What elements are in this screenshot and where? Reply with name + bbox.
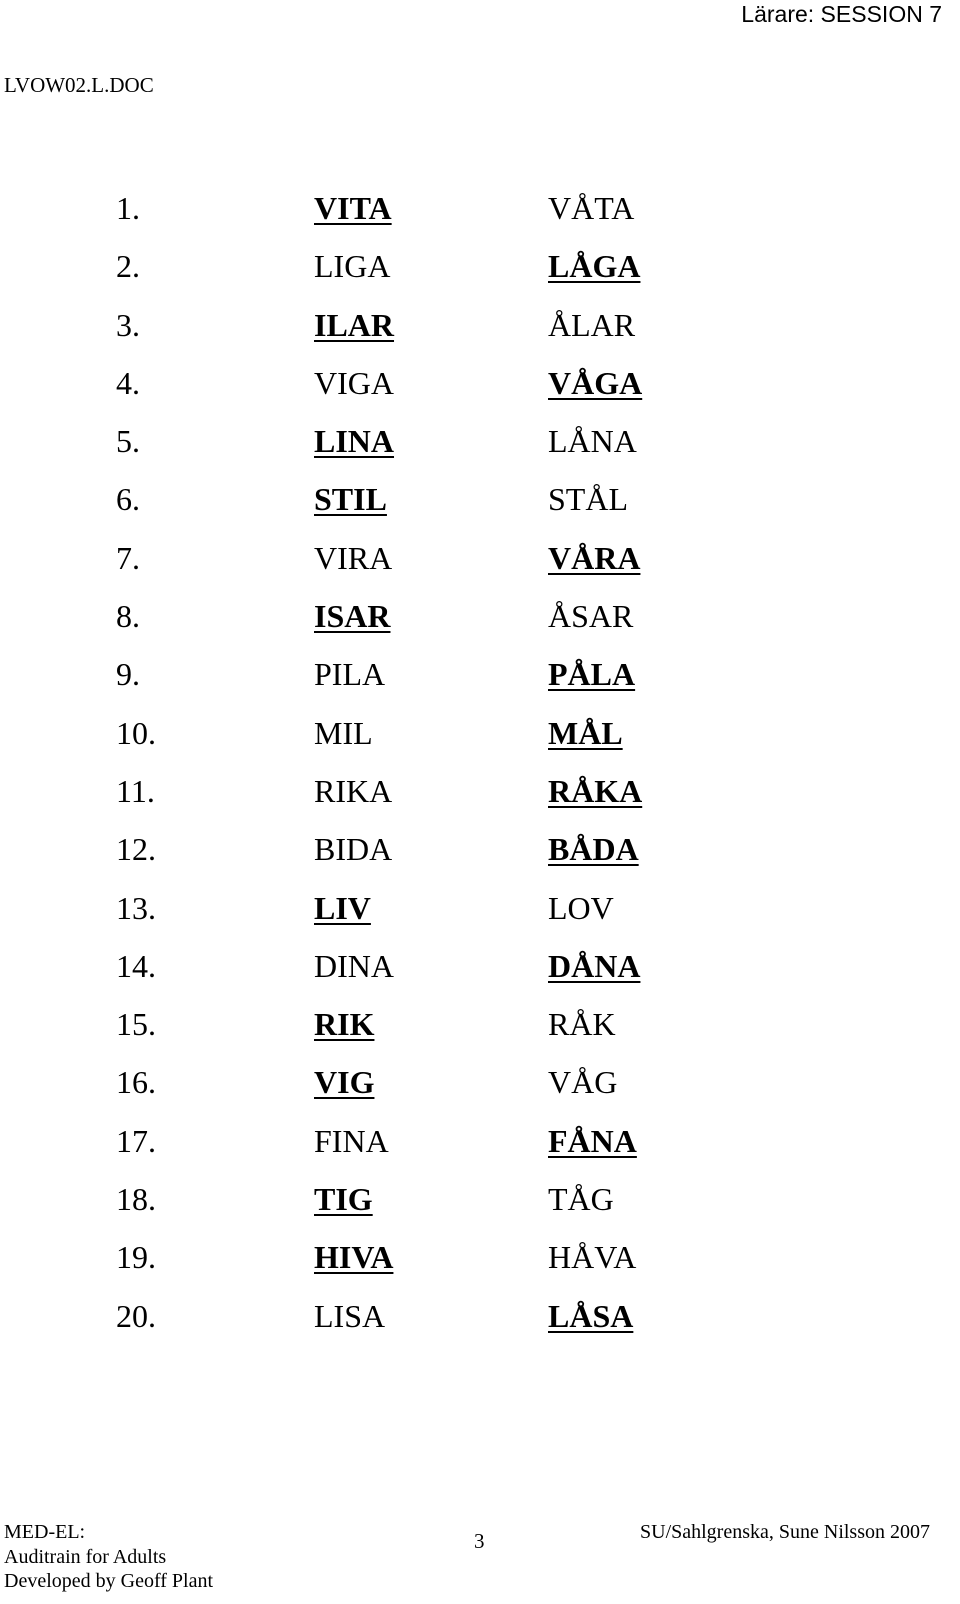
word-option-2: ÅSAR xyxy=(548,598,634,635)
item-number: 13. xyxy=(116,889,156,926)
word-pair-row xyxy=(116,1292,716,1350)
word-pair-row xyxy=(116,1000,716,1058)
word-option-1: VIRA xyxy=(314,539,393,576)
target-word: ILAR xyxy=(314,306,395,343)
target-word: BÅDA xyxy=(548,831,639,868)
page-number: 3 xyxy=(474,1529,485,1553)
footer-institution: SU/Sahlgrenska, Sune Nilsson 2007 xyxy=(640,1521,930,1543)
item-number: 4. xyxy=(116,364,140,401)
item-number: 8. xyxy=(116,598,140,635)
word-pair-row xyxy=(116,184,716,242)
word-pair-row xyxy=(116,825,716,883)
session-title: Lärare: SESSION 7 xyxy=(741,1,942,27)
word-pair-row xyxy=(116,884,716,942)
target-word: PÅLA xyxy=(548,656,636,693)
footer-credits xyxy=(4,1520,213,1594)
word-option-2: STÅL xyxy=(548,481,628,518)
footer-author: Developed by Geoff Plant xyxy=(4,1570,214,1592)
word-option-2: LÅNA xyxy=(548,423,637,460)
word-pair-row xyxy=(116,1233,716,1291)
word-option-1: BIDA xyxy=(314,831,393,868)
word-option-2: RÅK xyxy=(548,1006,616,1043)
word-pair-row xyxy=(116,650,716,708)
word-pair-row xyxy=(116,767,716,825)
item-number: 20. xyxy=(116,1297,156,1334)
word-option-2: HÅVA xyxy=(548,1239,637,1276)
target-word: VIG xyxy=(314,1064,375,1101)
item-number: 10. xyxy=(116,714,156,751)
item-number: 11. xyxy=(116,772,155,809)
word-pair-row xyxy=(116,301,716,359)
item-number: 16. xyxy=(116,1064,156,1101)
word-pair-row xyxy=(116,1058,716,1116)
target-word: STIL xyxy=(314,481,387,518)
word-pair-row xyxy=(116,359,716,417)
footer-company: MED-EL: xyxy=(4,1521,86,1543)
item-number: 5. xyxy=(116,423,140,460)
target-word: LIV xyxy=(314,889,371,926)
item-number: 19. xyxy=(116,1239,156,1276)
target-word: HIVA xyxy=(314,1239,394,1276)
word-pair-row xyxy=(116,417,716,475)
item-number: 14. xyxy=(116,947,156,984)
word-pair-row xyxy=(116,592,716,650)
target-word: VITA xyxy=(314,190,392,226)
word-pair-row xyxy=(116,709,716,767)
word-option-1: LISA xyxy=(314,1297,386,1334)
target-word: LÅGA xyxy=(548,248,641,285)
word-option-1: FINA xyxy=(314,1122,389,1159)
word-option-1: RIKA xyxy=(314,772,393,809)
word-option-1: DINA xyxy=(314,947,394,984)
word-pair-list xyxy=(116,184,716,1350)
word-pair-row xyxy=(116,1117,716,1175)
target-word: MÅL xyxy=(548,714,623,751)
word-option-1: MIL xyxy=(314,714,373,751)
target-word: ISAR xyxy=(314,598,391,635)
item-number: 15. xyxy=(116,1006,156,1043)
target-word: RIK xyxy=(314,1006,375,1043)
word-option-2: VÅG xyxy=(548,1064,618,1101)
word-option-2: VÅTA xyxy=(548,190,635,226)
word-option-1: LIGA xyxy=(314,248,391,285)
item-number: 7. xyxy=(116,539,140,576)
word-pair-row xyxy=(116,242,716,300)
target-word: FÅNA xyxy=(548,1122,637,1159)
target-word: LINA xyxy=(314,423,395,460)
word-option-2: ÅLAR xyxy=(548,306,636,343)
footer-program: Auditrain for Adults xyxy=(4,1545,167,1568)
word-pair-row xyxy=(116,1175,716,1233)
item-number: 2. xyxy=(116,248,140,285)
item-number: 18. xyxy=(116,1181,156,1218)
word-option-1: PILA xyxy=(314,656,386,693)
word-option-1: VIGA xyxy=(314,364,394,401)
item-number: 17. xyxy=(116,1122,156,1159)
target-word: VÅRA xyxy=(548,539,641,576)
document-filename: LVOW02.L.DOC xyxy=(4,73,154,97)
item-number: 12. xyxy=(116,831,156,868)
target-word: DÅNA xyxy=(548,947,641,984)
word-pair-row xyxy=(116,942,716,1000)
target-word: RÅKA xyxy=(548,772,643,809)
item-number: 3. xyxy=(116,306,140,343)
item-number: 1. xyxy=(116,190,140,226)
target-word: VÅGA xyxy=(548,364,643,401)
word-pair-row xyxy=(116,534,716,592)
word-option-2: TÅG xyxy=(548,1181,614,1218)
target-word: TIG xyxy=(314,1181,373,1218)
word-option-2: LOV xyxy=(548,889,614,926)
item-number: 6. xyxy=(116,481,140,518)
target-word: LÅSA xyxy=(548,1297,634,1334)
item-number: 9. xyxy=(116,656,140,693)
word-pair-row xyxy=(116,475,716,533)
